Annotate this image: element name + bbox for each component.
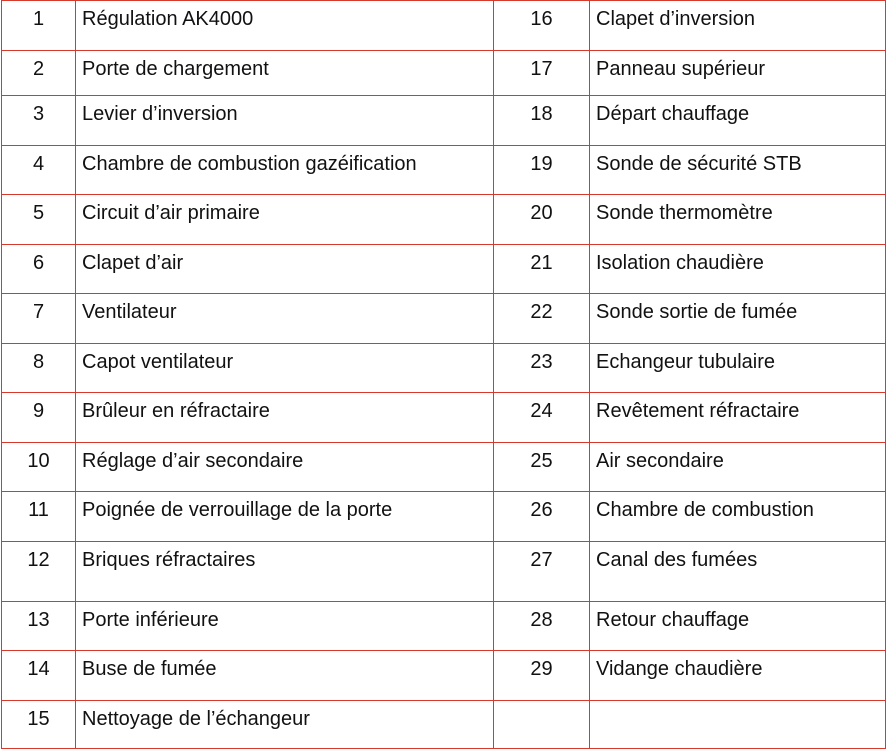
part-number: 8 — [2, 344, 76, 393]
table-row — [2, 443, 886, 492]
part-label: Chambre de combustion gazéification — [76, 146, 494, 195]
part-number: 19 — [494, 146, 590, 195]
table-row — [2, 344, 886, 393]
part-label: Capot ventilateur — [76, 344, 494, 393]
table-row — [2, 1, 886, 51]
part-label: Régulation AK4000 — [76, 1, 494, 51]
part-number: 14 — [2, 651, 76, 701]
part-label: Réglage d’air secondaire — [76, 443, 494, 492]
table-row — [2, 651, 886, 701]
table-row — [2, 146, 886, 195]
part-number: 7 — [2, 294, 76, 344]
part-number: 15 — [2, 701, 76, 749]
part-number: 16 — [494, 1, 590, 51]
part-label: Poignée de verrouillage de la porte — [76, 492, 494, 542]
part-number: 3 — [2, 96, 76, 146]
part-number: 10 — [2, 443, 76, 492]
table-row — [2, 96, 886, 146]
part-label: Circuit d’air primaire — [76, 195, 494, 245]
part-label: Chambre de combustion — [590, 492, 886, 542]
part-label: Echangeur tubulaire — [590, 344, 886, 393]
part-label: Revêtement réfractaire — [590, 393, 886, 443]
part-number: 23 — [494, 344, 590, 393]
part-number: 4 — [2, 146, 76, 195]
part-label: Vidange chaudière — [590, 651, 886, 701]
part-label: Levier d’inversion — [76, 96, 494, 146]
parts-legend-table — [1, 0, 886, 749]
table-row — [2, 51, 886, 96]
part-label: Canal des fumées — [590, 542, 886, 602]
part-label — [590, 701, 886, 749]
part-number: 27 — [494, 542, 590, 602]
part-number: 28 — [494, 602, 590, 651]
part-number: 24 — [494, 393, 590, 443]
part-label: Panneau supérieur — [590, 51, 886, 96]
part-label: Retour chauffage — [590, 602, 886, 651]
part-label: Porte inférieure — [76, 602, 494, 651]
part-label: Isolation chaudière — [590, 245, 886, 294]
part-number: 5 — [2, 195, 76, 245]
table-row — [2, 245, 886, 294]
table-row — [2, 294, 886, 344]
part-number: 22 — [494, 294, 590, 344]
part-number: 6 — [2, 245, 76, 294]
part-label: Air secondaire — [590, 443, 886, 492]
part-label: Briques réfractaires — [76, 542, 494, 602]
part-number: 9 — [2, 393, 76, 443]
table-row — [2, 542, 886, 602]
part-number: 11 — [2, 492, 76, 542]
part-label: Clapet d’inversion — [590, 1, 886, 51]
part-number: 21 — [494, 245, 590, 294]
part-number: 17 — [494, 51, 590, 96]
table-row — [2, 492, 886, 542]
part-number: 1 — [2, 1, 76, 51]
part-number: 2 — [2, 51, 76, 96]
part-label: Buse de fumée — [76, 651, 494, 701]
part-number: 20 — [494, 195, 590, 245]
part-label: Sonde sortie de fumée — [590, 294, 886, 344]
part-label: Clapet d’air — [76, 245, 494, 294]
part-number: 13 — [2, 602, 76, 651]
part-number: 18 — [494, 96, 590, 146]
part-label: Sonde thermomètre — [590, 195, 886, 245]
part-number — [494, 701, 590, 749]
part-label: Nettoyage de l’échangeur — [76, 701, 494, 749]
part-number: 25 — [494, 443, 590, 492]
part-label: Sonde de sécurité STB — [590, 146, 886, 195]
table-row — [2, 393, 886, 443]
part-number: 26 — [494, 492, 590, 542]
table-row — [2, 701, 886, 749]
part-label: Brûleur en réfractaire — [76, 393, 494, 443]
part-label: Ventilateur — [76, 294, 494, 344]
part-label: Départ chauffage — [590, 96, 886, 146]
table-row — [2, 195, 886, 245]
table-row — [2, 602, 886, 651]
part-number: 12 — [2, 542, 76, 602]
part-label: Porte de chargement — [76, 51, 494, 96]
part-number: 29 — [494, 651, 590, 701]
